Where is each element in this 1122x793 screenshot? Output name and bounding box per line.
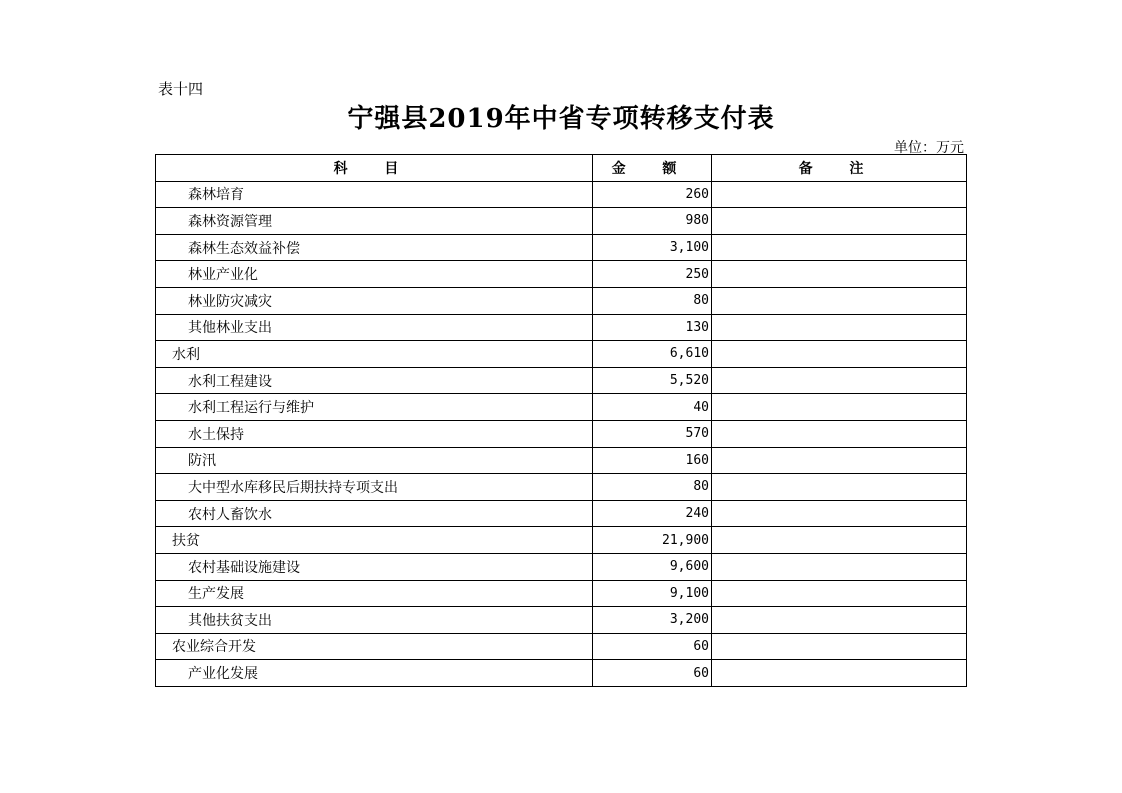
row-note	[712, 527, 967, 554]
row-note	[712, 607, 967, 634]
row-amount: 250	[593, 261, 712, 288]
table-row	[156, 553, 967, 580]
row-subject: 其他林业支出	[156, 314, 593, 341]
table-row	[156, 527, 967, 554]
row-amount: 260	[593, 181, 712, 208]
row-note	[712, 314, 967, 341]
row-subject: 产业化发展	[156, 660, 593, 687]
table-row	[156, 474, 967, 501]
table-row	[156, 261, 967, 288]
row-note	[712, 367, 967, 394]
unit-label: 单位：万元	[894, 140, 964, 156]
page-title: 宁强县2019年中省专项转移支付表	[347, 104, 775, 134]
row-amount: 3,200	[593, 607, 712, 634]
row-subject: 水利工程运行与维护	[156, 394, 593, 421]
row-subject: 水利	[156, 341, 593, 368]
row-note	[712, 341, 967, 368]
table-row	[156, 394, 967, 421]
table-row	[156, 447, 967, 474]
table-row	[156, 234, 967, 261]
table-row	[156, 367, 967, 394]
row-amount: 980	[593, 208, 712, 235]
row-subject: 林业防灾减灾	[156, 287, 593, 314]
header-note: 备 注	[712, 155, 967, 182]
row-note	[712, 580, 967, 607]
table-row	[156, 341, 967, 368]
row-amount: 60	[593, 660, 712, 687]
row-note	[712, 261, 967, 288]
table-row	[156, 208, 967, 235]
row-note	[712, 447, 967, 474]
header-amount: 金 额	[593, 155, 712, 182]
row-note	[712, 474, 967, 501]
table-row	[156, 660, 967, 687]
table-row	[156, 181, 967, 208]
table-header-row	[156, 155, 967, 182]
row-note	[712, 181, 967, 208]
row-note	[712, 234, 967, 261]
table-row	[156, 420, 967, 447]
row-amount: 160	[593, 447, 712, 474]
row-subject: 林业产业化	[156, 261, 593, 288]
row-subject: 扶贫	[156, 527, 593, 554]
row-note	[712, 633, 967, 660]
row-subject: 水利工程建设	[156, 367, 593, 394]
row-amount: 6,610	[593, 341, 712, 368]
row-note	[712, 420, 967, 447]
row-subject: 生产发展	[156, 580, 593, 607]
row-amount: 80	[593, 287, 712, 314]
row-amount: 60	[593, 633, 712, 660]
table-row	[156, 314, 967, 341]
row-note	[712, 660, 967, 687]
row-note	[712, 208, 967, 235]
row-subject: 森林生态效益补偿	[156, 234, 593, 261]
row-note	[712, 500, 967, 527]
header-subject: 科 目	[156, 155, 593, 182]
table-row	[156, 500, 967, 527]
row-subject: 防汛	[156, 447, 593, 474]
row-amount: 5,520	[593, 367, 712, 394]
row-amount: 130	[593, 314, 712, 341]
row-amount: 21,900	[593, 527, 712, 554]
row-note	[712, 394, 967, 421]
row-subject: 农村人畜饮水	[156, 500, 593, 527]
table-row	[156, 287, 967, 314]
row-subject: 森林培育	[156, 181, 593, 208]
row-note	[712, 287, 967, 314]
row-subject: 其他扶贫支出	[156, 607, 593, 634]
table-row	[156, 607, 967, 634]
row-amount: 9,600	[593, 553, 712, 580]
row-amount: 80	[593, 474, 712, 501]
row-subject: 水土保持	[156, 420, 593, 447]
table-row	[156, 580, 967, 607]
row-amount: 3,100	[593, 234, 712, 261]
table-number: 表十四	[158, 80, 204, 98]
row-amount: 40	[593, 394, 712, 421]
row-amount: 570	[593, 420, 712, 447]
transfer-payment-table	[155, 154, 967, 687]
row-subject: 农村基础设施建设	[156, 553, 593, 580]
row-amount: 240	[593, 500, 712, 527]
table-row	[156, 633, 967, 660]
row-note	[712, 553, 967, 580]
row-subject: 森林资源管理	[156, 208, 593, 235]
row-subject: 农业综合开发	[156, 633, 593, 660]
row-subject: 大中型水库移民后期扶持专项支出	[156, 474, 593, 501]
row-amount: 9,100	[593, 580, 712, 607]
